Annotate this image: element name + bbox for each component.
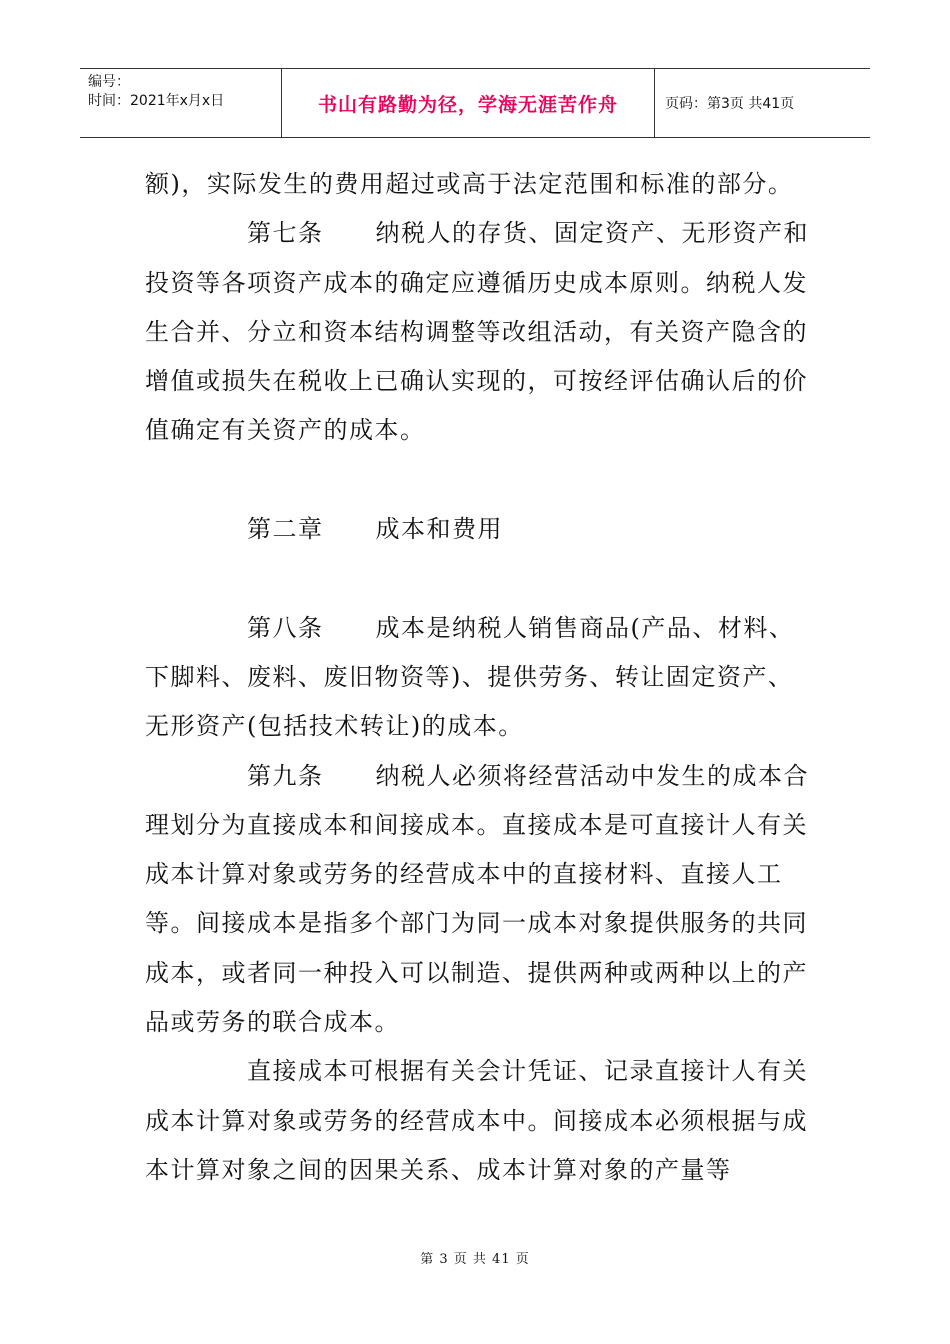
article-8-text: 成本是纳税人销售商品(产品、材料、下脚料、废料、废旧物资等)、提供劳务、转让固定资产、无形资产(包括技术转让)的成本。	[145, 613, 795, 741]
article-7	[145, 209, 815, 455]
document-number-label: 编号：	[88, 74, 130, 90]
article-7-text: 纳税人的存货、固定资产、无形资产和投资等各项资产成本的确定应遵循历史成本原则。纳税人发生合并、分立和资本结构调整等改组活动，有关资产隐含的增值或损失在税收上已确认实现的，可按经评估确认后的价值确定有关资产的成本。	[145, 219, 809, 445]
article-7-label: 第七条	[247, 219, 324, 248]
header-page-info: 页码：第3页 共41页	[665, 96, 795, 112]
header-meta	[80, 69, 282, 137]
page-header	[80, 68, 870, 138]
paragraph-continuation: 额)，实际发生的费用超过或高于法定范围和标准的部分。	[145, 170, 794, 198]
chapter-2-label: 第二章	[247, 515, 324, 544]
header-motto: 书山有路勤为径，学海无涯苦作舟	[282, 69, 655, 137]
article-9-text: 纳税人必须将经营活动中发生的成本合理划分为直接成本和间接成本。直接成本是可直接计人有关成本计算对象或劳务的经营成本中的直接材料、直接人工等。间接成本是指多个部门为同一成本对象提供服务的共同成本，或者同一种投入可以制造、提供两种或两种以上的产品或劳务的联合成本。	[145, 761, 809, 1037]
article-9	[145, 752, 815, 1048]
article-9-label: 第九条	[247, 761, 324, 790]
document-body	[145, 160, 815, 1195]
article-8	[145, 604, 815, 752]
chapter-2-heading	[145, 505, 815, 554]
chapter-2-title: 成本和费用	[375, 515, 503, 544]
document-date: 时间：2021年x月x日	[88, 93, 225, 109]
article-8-label: 第八条	[247, 613, 324, 642]
paragraph-direct-cost: 直接成本可根据有关会计凭证、记录直接计人有关成本计算对象或劳务的经营成本中。间接成本必须根据与成本计算对象之间的因果关系、成本计算对象的产量等	[145, 1057, 808, 1184]
page-footer: 第 3 页 共 41 页	[420, 1252, 530, 1267]
